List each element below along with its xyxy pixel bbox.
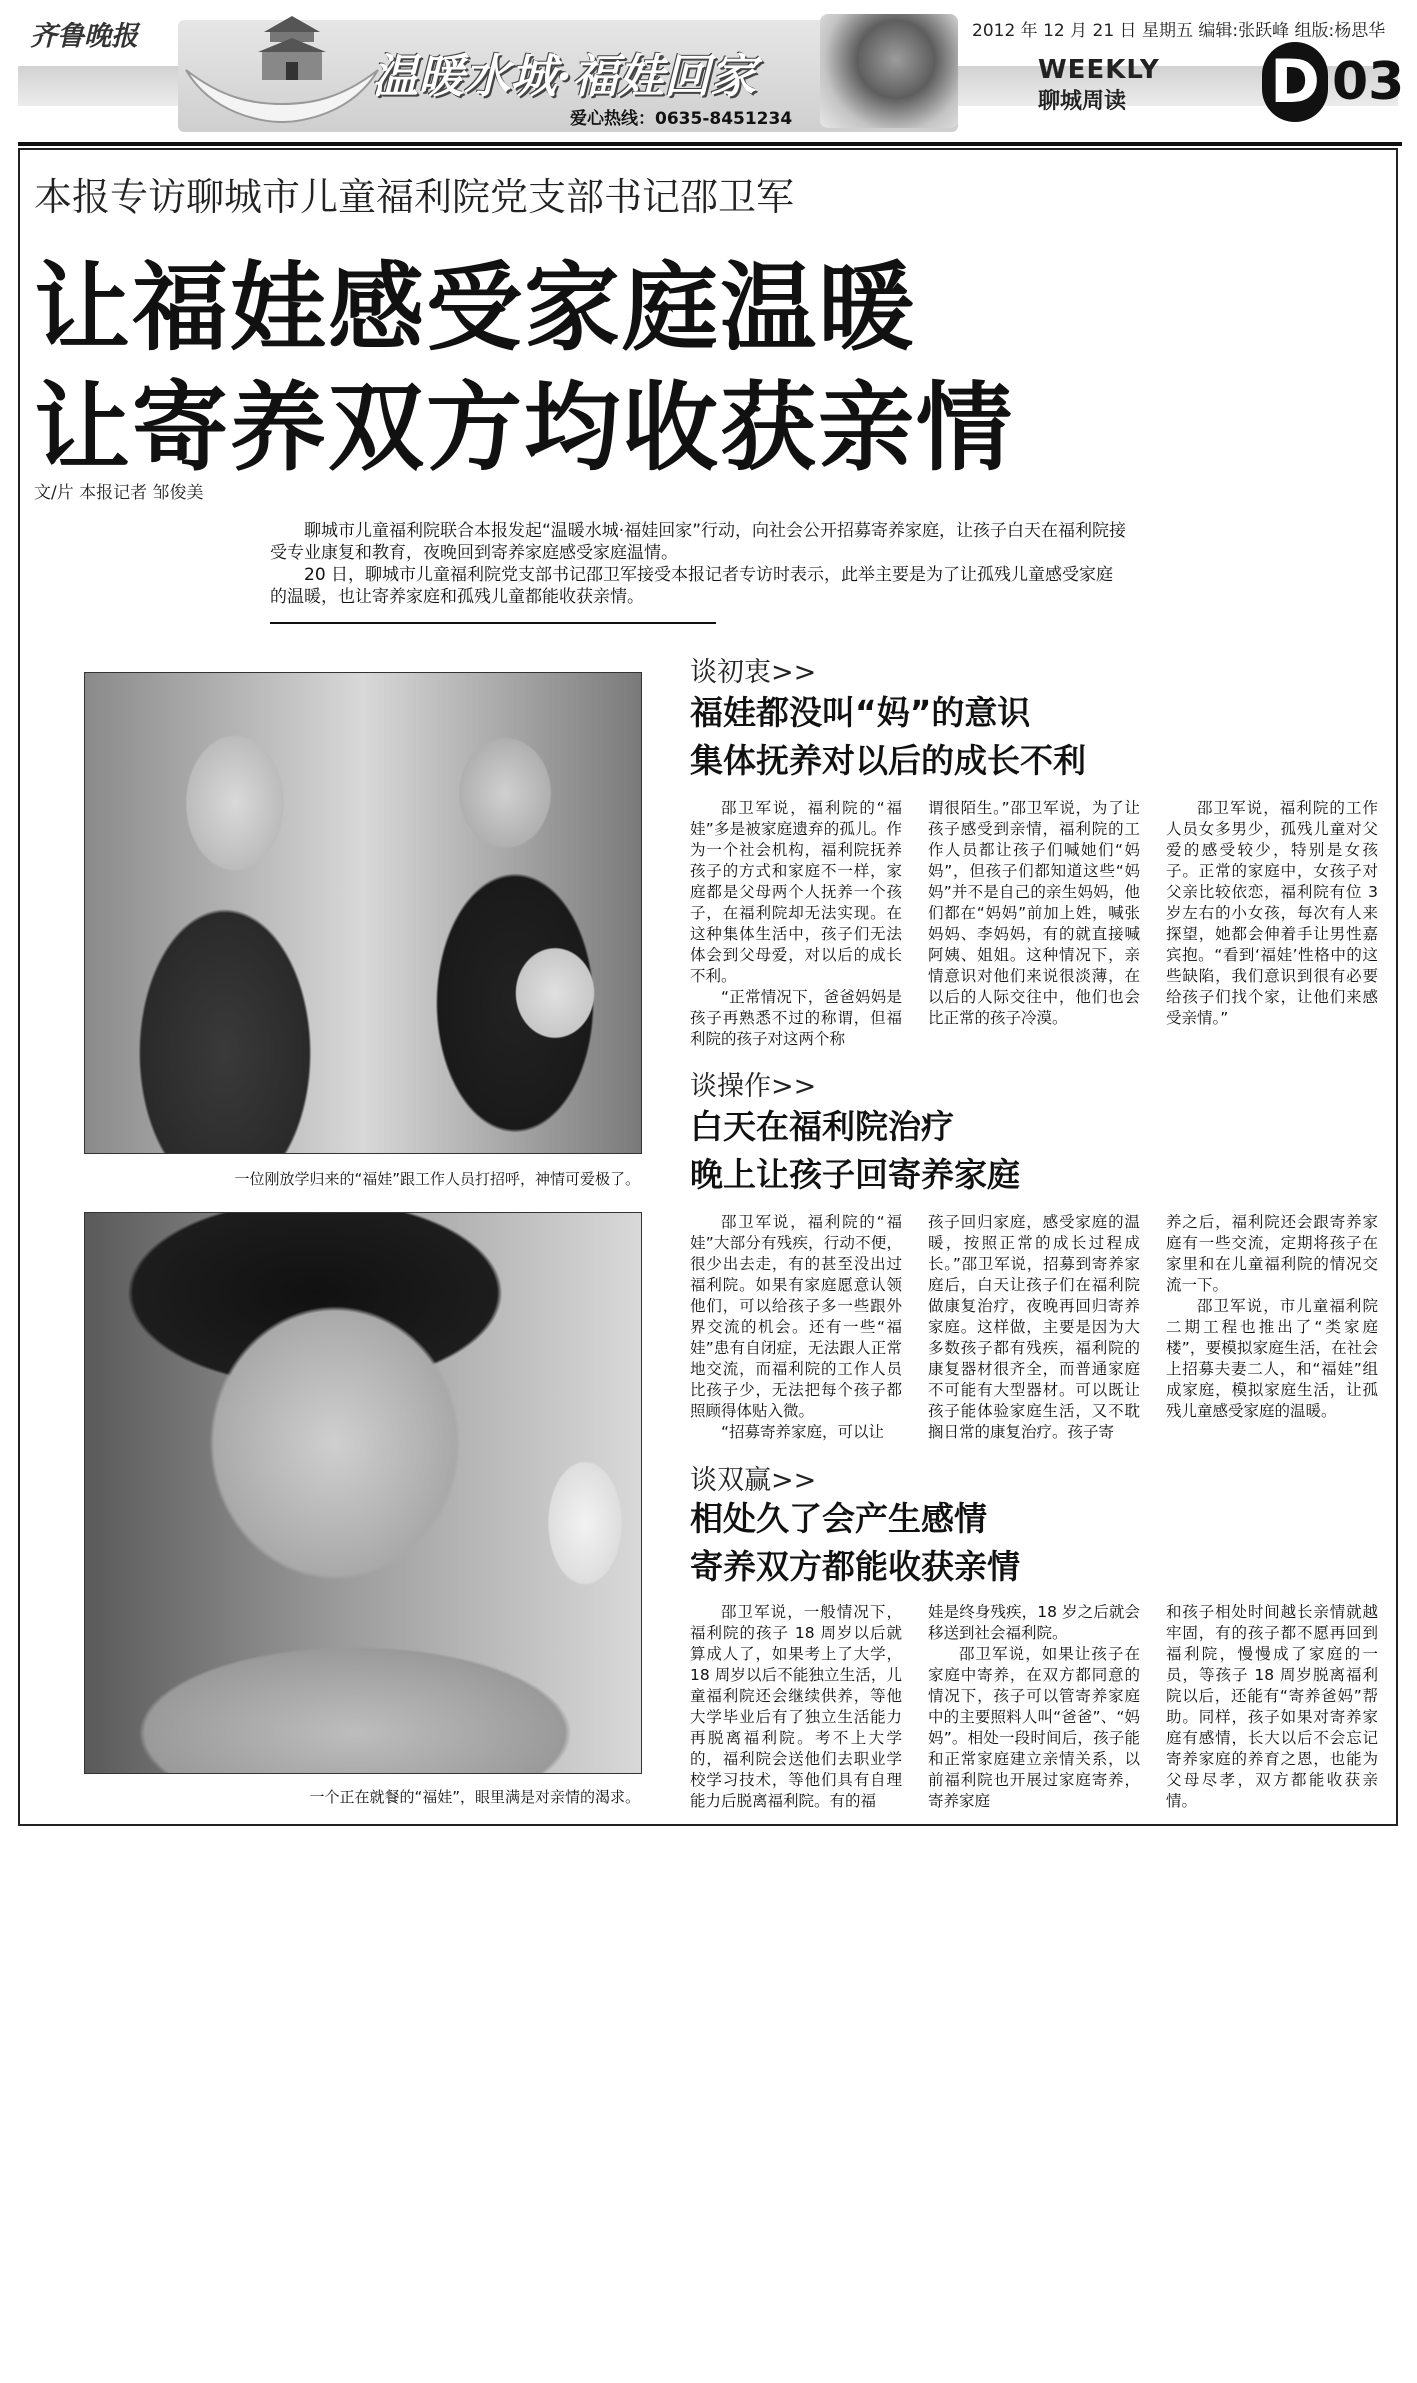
page-letter: D [1262,42,1328,122]
kicker: 本报专访聊城市儿童福利院党支部书记邵卫军 [34,175,795,219]
section-3-column-1 [690,1602,902,1812]
paragraph: 娃是终身残疾，18 岁之后就会移送到社会福利院。 [928,1603,1140,1642]
lead-rule [270,622,716,624]
dateline: 2012 年 12 月 21 日 星期五 编辑:张跃峰 组版:杨思华 [972,21,1386,41]
headline-line-2: 让寄养双方均收获亲情 [34,372,1014,484]
paragraph: “招募寄养家庭，可以让 [721,1423,885,1441]
paragraph: 和孩子相处时间越长亲情就越牢固，有的孩子都不愿再回到福利院，慢慢成了家庭的一员，等孩子 18 周岁脱离福利院以后，还能有“寄养爸妈”帮助。同样，孩子如果对寄养家庭有感情，长大以后不会忘记寄养家庭的养育之恩，也能为父母尽孝，双方都能收获亲情。 [1166,1603,1378,1810]
weekly-label: WEEKLY [1038,55,1160,85]
paragraph: 孩子回归家庭，感受家庭的温暖，按照正常的成长过程成长。”邵卫军说，招募到寄养家庭后，白天让孩子们在福利院做康复治疗，夜晚再回归寄养家庭。这样做，主要是因为大多数孩子都有残疾，福利院的康复器材很齐全，而普通家庭不可能有大型器材。可以既让孩子能体验家庭生活，又不耽搁日常的康复治疗。孩子寄 [928,1213,1140,1441]
masthead: 齐鲁晚报 [30,21,138,52]
paragraph: 谓很陌生。”邵卫军说，为了让孩子感受到亲情，福利院的工作人员都让孩子们喊她们“妈妈”，但孩子们都知道这些“妈妈”并不是自己的亲生妈妈，他们都在“妈妈”前加上姓，喊张妈妈、李妈妈，有的就直接喊阿姨、姐姐。这种情况下，亲情意识对他们来说很淡薄，在以后的人际交往中，他们也会比正常的孩子冷漠。 [928,799,1140,1027]
section-2-heading-1: 白天在福利院治疗 [690,1107,954,1146]
lead-text-1: 聊城市儿童福利院联合本报发起“温暖水城·福娃回家”行动，向社会公开招募寄养家庭，让孩子白天在福利院接受专业康复和教育，夜晚回到寄养家庭感受家庭温情。 [270,521,1127,563]
section-2-label: 谈操作>> [690,1071,817,1102]
section-2-column-3 [1166,1212,1378,1422]
paragraph: 邵卫军说，福利院的“福娃”多是被家庭遗弃的孤儿。作为一个社会机构，福利院抚养孩子的方式和家庭不一样，家庭都是父母两个人抚养一个孩子，在福利院却无法实现。在这种集体生活中，孩子们无法体会到父母爱，对以后的成长不利。 [690,799,902,985]
paragraph: 邵卫军说，一般情况下，福利院的孩子 18 周岁以后就算成人了，如果考上了大学，18 周岁以后不能独立生活，儿童福利院还会继续供养，等他大学毕业后有了独立生活能力再脱离福利院。考不上大学的，福利院会送他们去职业学校学习技术，等他们具有自理能力后脱离福利院。有的福 [690,1603,902,1810]
lead-paragraph [270,520,1130,608]
section-3-label: 谈双赢>> [690,1465,817,1496]
section-3-heading-1: 相处久了会产生感情 [690,1499,987,1538]
section-3-column-3 [1166,1602,1378,1812]
banner-title: 温暖水城·福娃回家 [372,49,757,103]
section-1-column-3 [1166,798,1378,1029]
section-3-heading-2: 寄养双方都能收获亲情 [690,1547,1020,1586]
section-1-label: 谈初衷>> [690,657,817,688]
header-child-photo [820,14,958,128]
photo-caption-1: 一位刚放学归来的“福娃”跟工作人员打招呼，神情可爱极了。 [234,1170,640,1188]
section-2-heading-2: 晚上让孩子回寄养家庭 [690,1155,1020,1194]
hands-icon [182,64,382,124]
headline-line-1: 让福娃感受家庭温暖 [34,252,916,364]
section-1-column-1 [690,798,902,1050]
paragraph: 邵卫军说，福利院的“福娃”大部分有残疾，行动不便，很少出去走，有的甚至没出过福利院。如果有家庭愿意认领他们，可以给孩子多一些跟外界交流的机会。还有一些“福娃”患有自闭症，无法跟人正常地交流，而福利院的工作人员比孩子少，无法把每个孩子都照顾得体贴入微。 [690,1213,902,1420]
paragraph: 邵卫军说，福利院的工作人员女多男少，孤残儿童对父爱的感受较少，特别是女孩子。正常的家庭中，女孩子对父亲比较依恋，福利院有位 3 岁左右的小女孩，每次有人来探望，她都会伸着手让男性嘉宾抱。“看到‘福娃’性格中的这些缺陷，我们意识到很有必要给孩子们找个家，让他们来感受亲情。” [1166,799,1378,1027]
section-1-column-2 [928,798,1140,1029]
header-rule [18,142,1402,146]
byline: 文/片 本报记者 邹俊美 [34,483,204,503]
photo-child-drinking [84,1212,642,1774]
section-1-heading-1: 福娃都没叫“妈”的意识 [690,693,1031,732]
page-number: 03 [1332,52,1405,112]
photo-caregiver-with-child [84,672,642,1154]
section-2-column-2 [928,1212,1140,1443]
section-1-heading-2: 集体抚养对以后的成长不利 [690,741,1086,780]
paragraph: “正常情况下，爸爸妈妈是孩子再熟悉不过的称谓，但福利院的孩子对这两个称 [690,988,902,1048]
paragraph: 养之后，福利院还会跟寄养家庭有一些交流，定期将孩子在家里和在儿童福利院的情况交流一下。 [1166,1213,1378,1294]
paragraph: 邵卫军说，如果让孩子在家庭中寄养，在双方都同意的情况下，孩子可以管寄养家庭中的主要照料人叫“爸爸”、“妈妈”。相处一段时间后，孩子能和正常家庭建立亲情关系，以前福利院也开展过家庭寄养，寄养家庭 [928,1645,1140,1810]
paragraph: 邵卫军说，市儿童福利院二期工程也推出了“类家庭楼”，要模拟家庭生活，在社会上招募夫妻二人，和“福娃”组成家庭，模拟家庭生活，让孤残儿童感受家庭的温暖。 [1166,1297,1378,1420]
weekly-subtitle: 聊城周读 [1038,89,1127,114]
photo-caption-2: 一个正在就餐的“福娃”，眼里满是对亲情的渴求。 [309,1788,640,1806]
lead-text-2: 20 日，聊城市儿童福利院党支部书记邵卫军接受本报记者专访时表示，此举主要是为了让孤残儿童感受家庭的温暖，也让寄养家庭和孤残儿童都能收获亲情。 [270,565,1114,607]
section-2-column-1 [690,1212,902,1443]
banner-hotline: 爱心热线：0635-8451234 [570,109,793,129]
section-3-column-2 [928,1602,1140,1812]
